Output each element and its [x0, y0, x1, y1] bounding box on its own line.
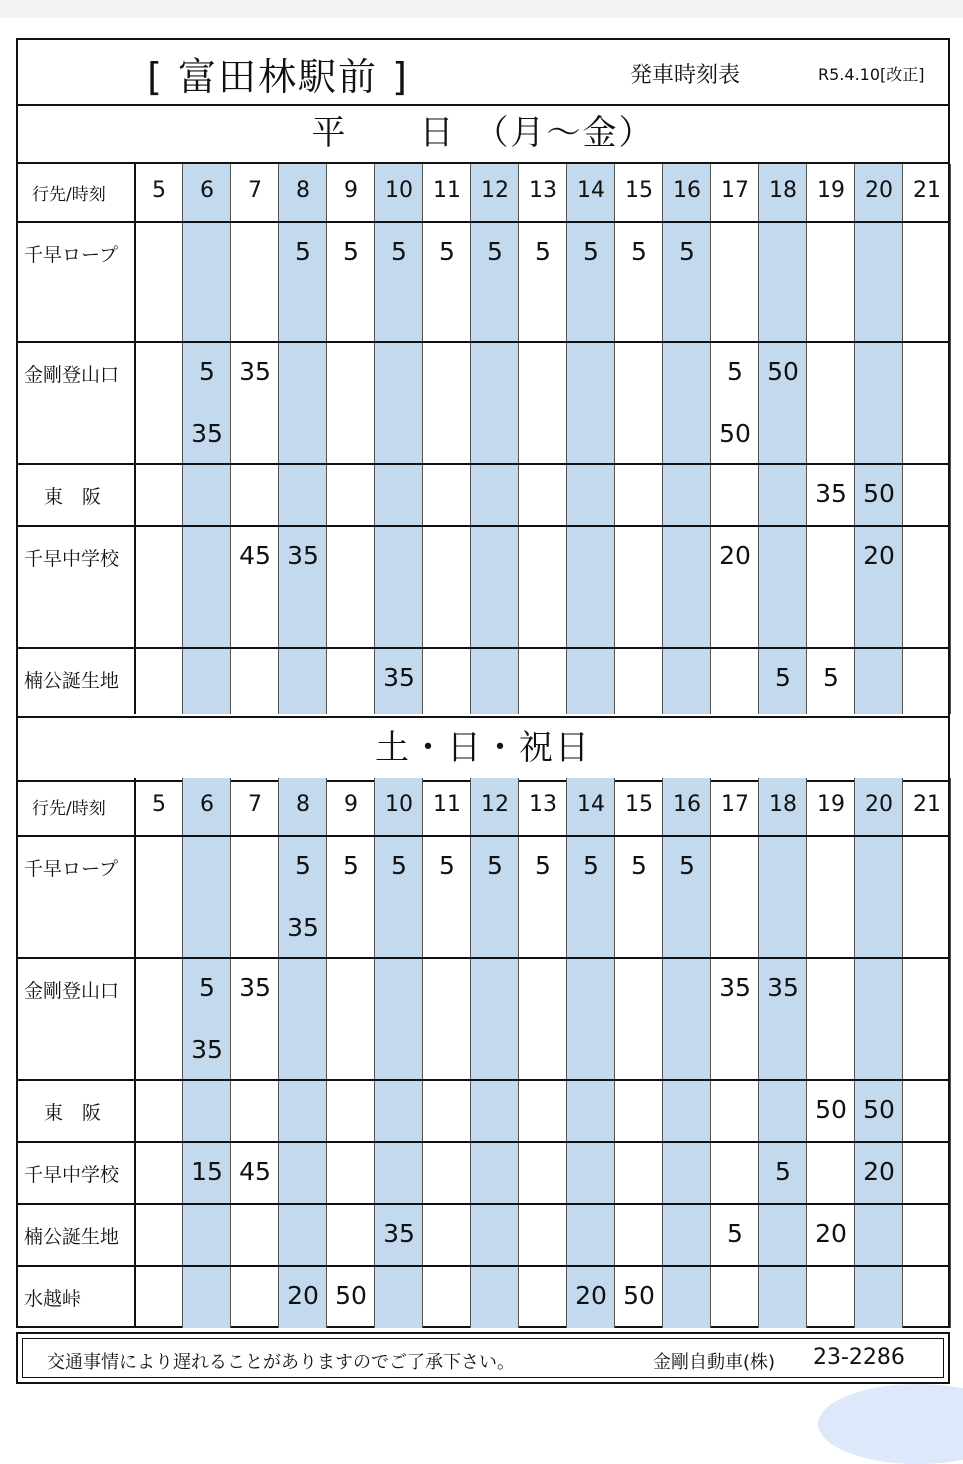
departure-minute: 35	[191, 419, 223, 448]
top-status-strip	[0, 0, 963, 18]
departure-minute: 5	[343, 237, 359, 266]
weekday-section-title: 平 日 （月～金）	[18, 104, 948, 164]
hour-header: 17	[721, 792, 749, 817]
row-divider	[18, 835, 948, 837]
shaded-column	[855, 164, 903, 714]
hour-header: 16	[673, 792, 701, 817]
destination-label: 東 阪	[44, 486, 102, 508]
delay-notice: 交通事情により遅れることがありますのでご了承下さい。	[47, 1352, 515, 1373]
destination-label: 楠公誕生地	[24, 670, 120, 692]
header-label: 行先/時刻	[32, 185, 106, 205]
hour-header: 7	[248, 178, 262, 203]
company-name: 金剛自動車(株)	[653, 1352, 776, 1373]
departure-minute: 20	[287, 1281, 319, 1310]
shaded-column	[759, 778, 807, 1328]
departure-minute: 50	[863, 479, 895, 508]
departure-minute: 50	[767, 357, 799, 386]
hour-header: 20	[865, 178, 893, 203]
departure-minute: 5	[391, 237, 407, 266]
row-divider	[18, 221, 948, 223]
row-divider	[18, 1203, 948, 1205]
destination-label: 水越峠	[24, 1288, 82, 1310]
hour-header: 8	[296, 178, 310, 203]
hour-header: 16	[673, 178, 701, 203]
destination-label: 千早ロープ	[24, 244, 119, 266]
departure-minute: 35	[287, 913, 319, 942]
hour-header: 21	[913, 792, 941, 817]
column-divider	[134, 164, 136, 714]
departure-minute: 5	[295, 237, 311, 266]
departure-minute: 5	[679, 237, 695, 266]
departure-minute: 5	[727, 1219, 743, 1248]
departure-minute: 5	[775, 663, 791, 692]
departure-minute: 5	[631, 851, 647, 880]
hour-header: 20	[865, 792, 893, 817]
shaded-column	[855, 778, 903, 1328]
departure-minute: 5	[439, 851, 455, 880]
hour-header: 7	[248, 792, 262, 817]
departure-minute: 5	[679, 851, 695, 880]
departure-minute: 5	[487, 851, 503, 880]
hour-header: 17	[721, 178, 749, 203]
departure-minute: 5	[199, 973, 215, 1002]
departure-minute: 5	[295, 851, 311, 880]
row-divider	[18, 525, 948, 527]
hour-header: 5	[152, 792, 166, 817]
hour-header: 12	[481, 792, 509, 817]
departure-minute: 20	[719, 541, 751, 570]
departure-minute: 5	[391, 851, 407, 880]
departure-minute: 5	[487, 237, 503, 266]
departure-minute: 5	[535, 851, 551, 880]
departure-minute: 35	[287, 541, 319, 570]
departure-minute: 50	[335, 1281, 367, 1310]
departure-minute: 5	[775, 1157, 791, 1186]
departure-minute: 5	[583, 237, 599, 266]
timetable-sheet	[16, 38, 950, 1328]
hour-header: 5	[152, 178, 166, 203]
departure-minute: 50	[863, 1095, 895, 1124]
shaded-column	[759, 164, 807, 714]
row-divider	[18, 463, 948, 465]
hour-header: 13	[529, 178, 557, 203]
departure-minute: 35	[383, 663, 415, 692]
hour-header: 18	[769, 178, 797, 203]
departure-minute: 15	[191, 1157, 223, 1186]
hour-header: 14	[577, 792, 605, 817]
departure-minute: 35	[815, 479, 847, 508]
hour-header: 6	[200, 792, 214, 817]
column-divider	[902, 778, 903, 1328]
destination-label: 千早ロープ	[24, 858, 119, 880]
departure-minute: 20	[863, 1157, 895, 1186]
hour-header: 8	[296, 792, 310, 817]
departure-minute: 5	[343, 851, 359, 880]
phone-number: 23-2286	[813, 1345, 905, 1370]
hour-header: 15	[625, 792, 653, 817]
hour-header: 14	[577, 178, 605, 203]
column-divider	[806, 164, 807, 714]
row-divider	[18, 1265, 948, 1267]
hour-header: 13	[529, 792, 557, 817]
departure-minute: 5	[439, 237, 455, 266]
hour-header: 9	[344, 792, 358, 817]
departure-minute: 50	[623, 1281, 655, 1310]
timetable-subtitle: 発車時刻表	[630, 63, 741, 88]
hour-header: 11	[433, 792, 461, 817]
departure-minute: 35	[191, 1035, 223, 1064]
destination-label: 金剛登山口	[24, 980, 120, 1002]
hour-header: 21	[913, 178, 941, 203]
departure-minute: 5	[199, 357, 215, 386]
column-divider	[854, 164, 855, 714]
revision-date: R5.4.10[改正]	[818, 65, 925, 84]
departure-minute: 35	[239, 357, 271, 386]
departure-minute: 35	[239, 973, 271, 1002]
destination-label: 千早中学校	[24, 548, 120, 570]
header-label: 行先/時刻	[32, 799, 106, 819]
destination-label: 東 阪	[44, 1102, 102, 1124]
row-divider	[18, 1079, 948, 1081]
destination-label: 楠公誕生地	[24, 1226, 120, 1248]
departure-minute: 35	[767, 973, 799, 1002]
hour-header: 18	[769, 792, 797, 817]
hour-header: 15	[625, 178, 653, 203]
departure-minute: 35	[383, 1219, 415, 1248]
departure-minute: 5	[535, 237, 551, 266]
page-title: [ 富田林駅前 ]	[147, 55, 409, 99]
departure-minute: 45	[239, 1157, 271, 1186]
destination-label: 千早中学校	[24, 1164, 120, 1186]
departure-minute: 5	[727, 357, 743, 386]
column-divider	[134, 778, 136, 1328]
departure-minute: 50	[815, 1095, 847, 1124]
hour-header: 19	[817, 178, 845, 203]
footer-inner-border	[22, 1338, 944, 1378]
hour-header: 10	[385, 178, 413, 203]
row-divider	[18, 341, 948, 343]
hour-header: 19	[817, 792, 845, 817]
hour-header: 11	[433, 178, 461, 203]
column-divider	[902, 164, 903, 714]
departure-minute: 35	[719, 973, 751, 1002]
departure-minute: 5	[823, 663, 839, 692]
weekend-timetable	[18, 778, 948, 1328]
departure-minute: 20	[863, 541, 895, 570]
departure-minute: 45	[239, 541, 271, 570]
weekend-section-title: 土・日・祝日	[18, 716, 948, 782]
departure-minute: 5	[631, 237, 647, 266]
departure-minute: 50	[719, 419, 751, 448]
row-divider	[18, 1141, 948, 1143]
row-divider	[18, 957, 948, 959]
column-divider	[950, 778, 951, 1328]
hour-header: 9	[344, 178, 358, 203]
hour-header: 6	[200, 178, 214, 203]
floating-button-edge[interactable]	[818, 1384, 963, 1464]
row-divider	[18, 647, 948, 649]
weekday-timetable	[18, 164, 948, 714]
departure-minute: 20	[815, 1219, 847, 1248]
footer-bar	[16, 1332, 950, 1384]
timetable-header	[18, 40, 948, 106]
departure-minute: 5	[583, 851, 599, 880]
hour-header: 10	[385, 792, 413, 817]
departure-minute: 20	[575, 1281, 607, 1310]
destination-label: 金剛登山口	[24, 364, 120, 386]
column-divider	[950, 164, 951, 714]
hour-header: 12	[481, 178, 509, 203]
